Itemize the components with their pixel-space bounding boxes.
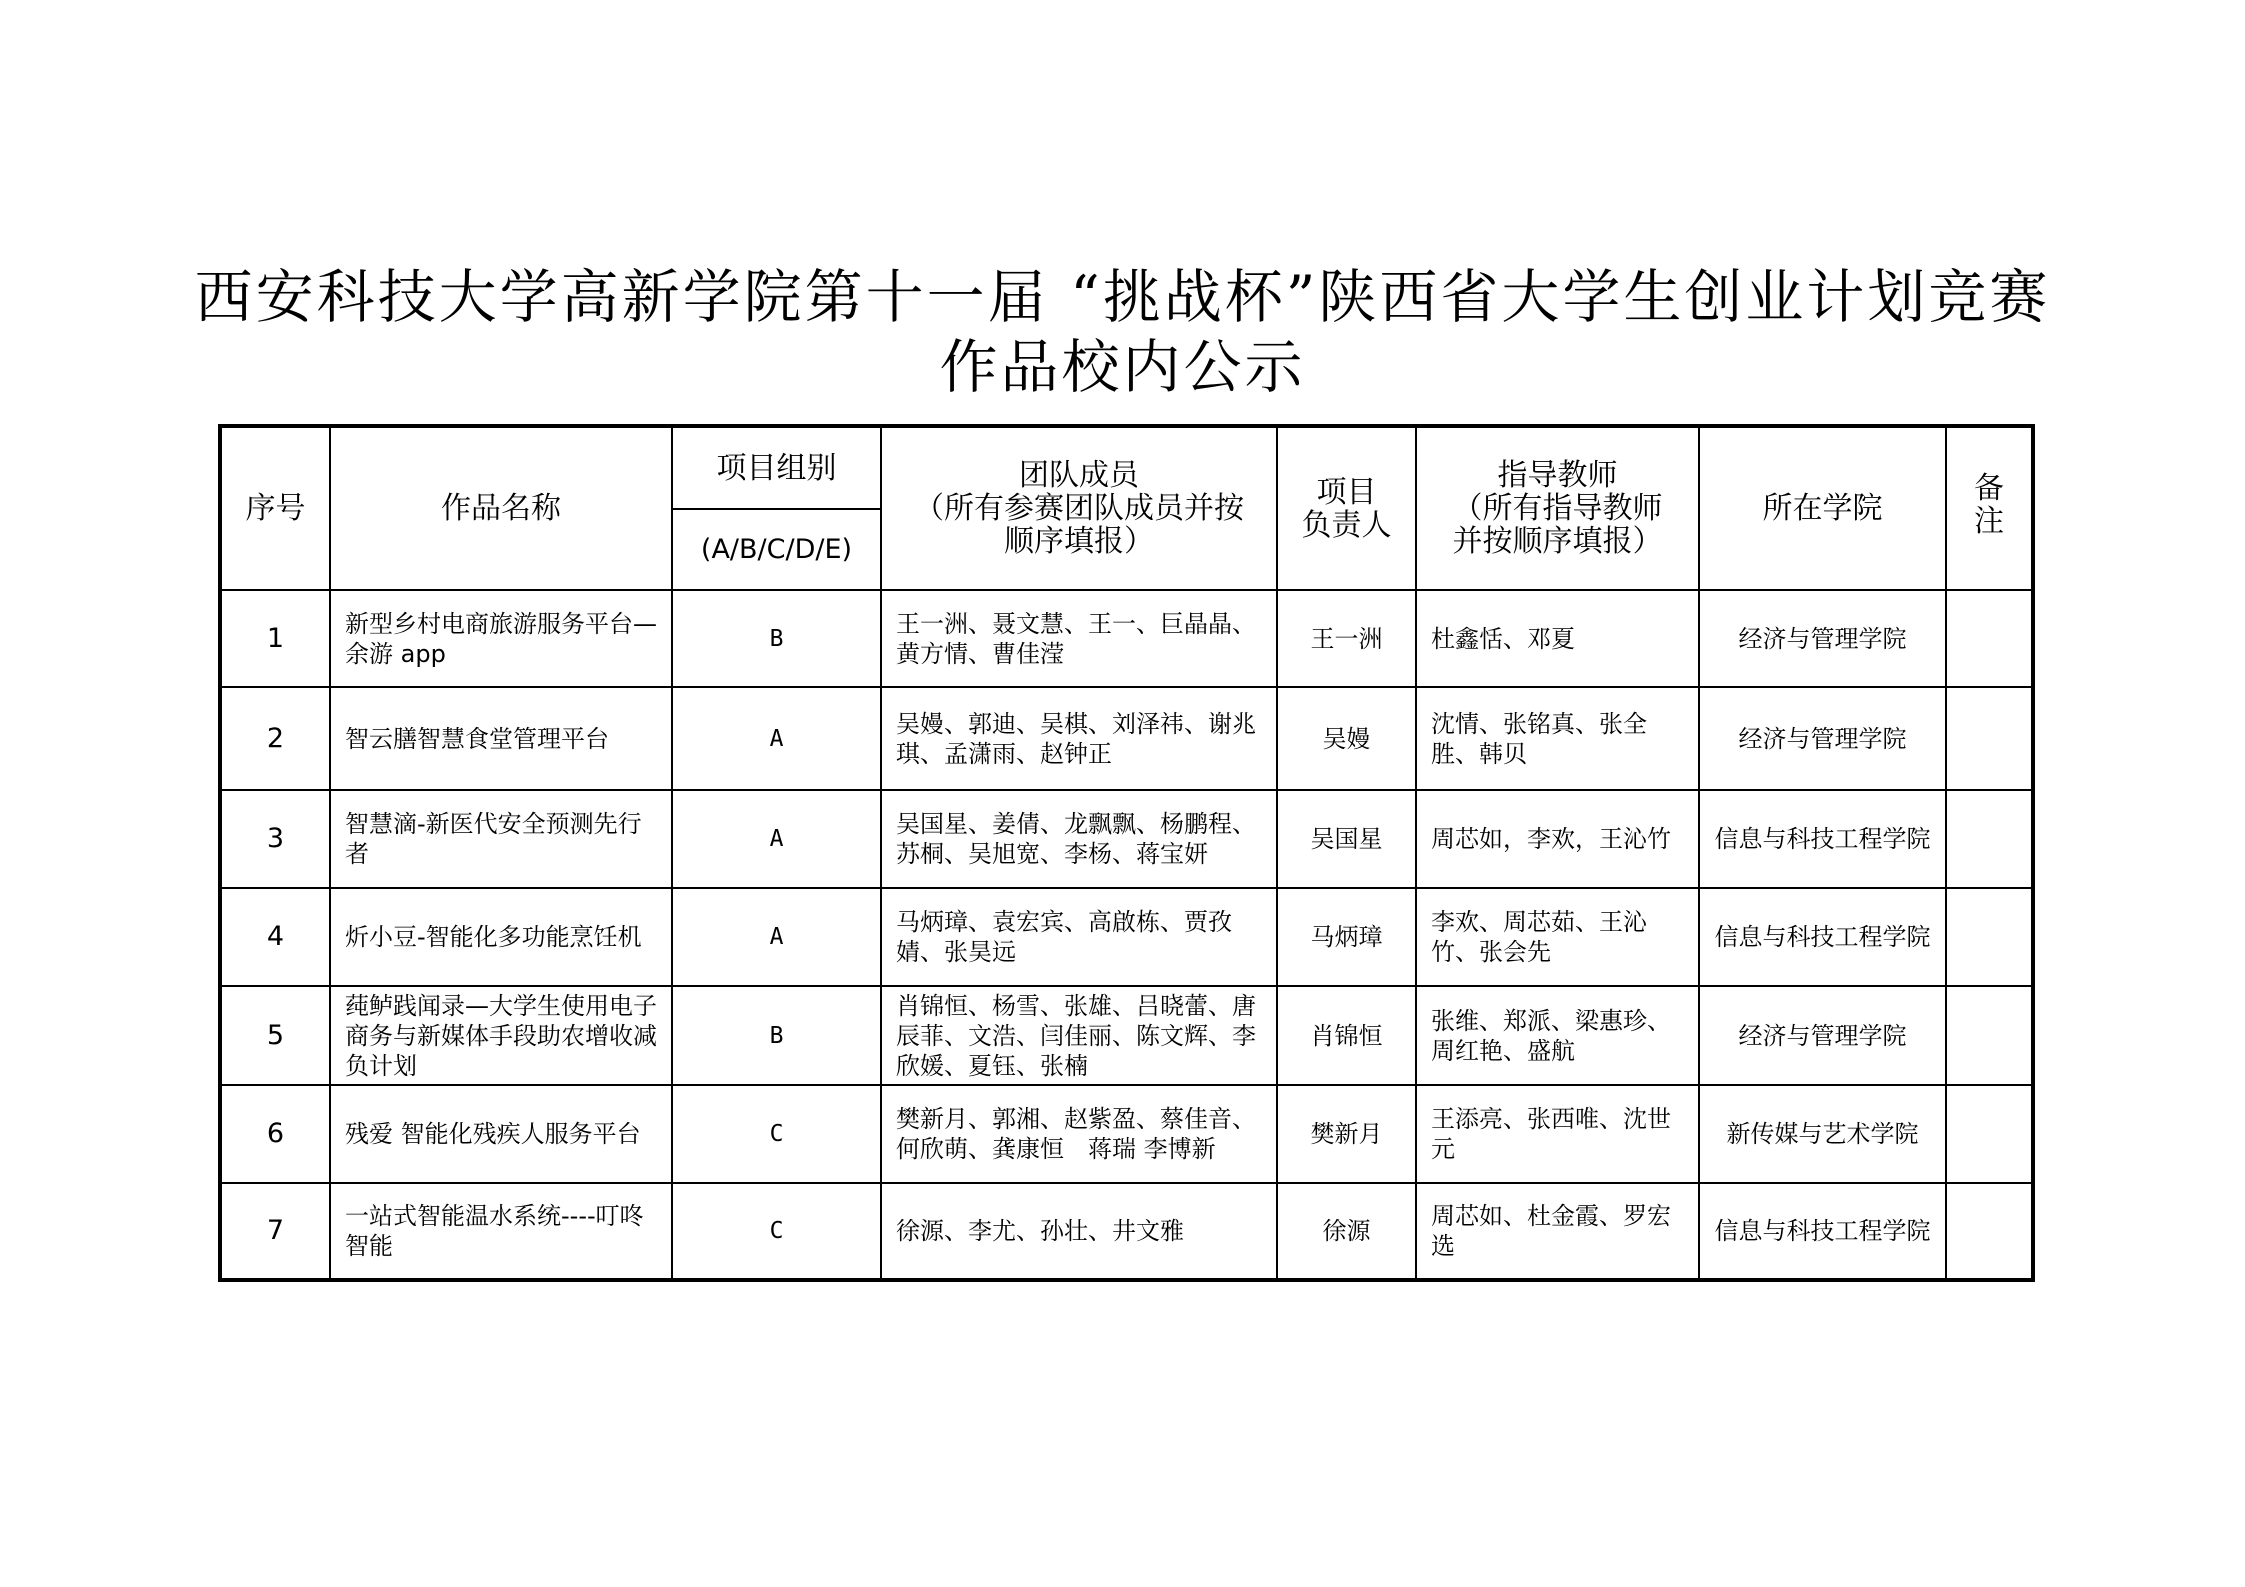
cell-remark xyxy=(1946,687,2033,790)
cell-name: 残爱 智能化残疾人服务平台 xyxy=(330,1085,672,1183)
cell-advisors: 王添亮、张西唯、沈世元 xyxy=(1416,1085,1699,1183)
cell-leader: 吴国星 xyxy=(1277,790,1416,888)
header-advisors-line1: 指导教师 xyxy=(1497,458,1618,493)
cell-leader: 肖锦恒 xyxy=(1277,986,1416,1085)
cell-leader: 马炳璋 xyxy=(1277,888,1416,986)
cell-college: 信息与科技工程学院 xyxy=(1699,1183,1946,1280)
header-members-line2: （所有参赛团队成员并按 xyxy=(914,491,1244,526)
cell-group: A xyxy=(672,687,881,790)
cell-remark xyxy=(1946,1183,2033,1280)
cell-seq: 6 xyxy=(220,1085,330,1183)
cell-remark xyxy=(1946,590,2033,687)
header-members xyxy=(881,426,1277,590)
cell-name: 炘小豆-智能化多功能烹饪机 xyxy=(330,888,672,986)
cell-college: 经济与管理学院 xyxy=(1699,986,1946,1085)
table-header xyxy=(220,426,2033,590)
cell-college: 经济与管理学院 xyxy=(1699,687,1946,790)
cell-leader: 王一洲 xyxy=(1277,590,1416,687)
cell-group: B xyxy=(672,590,881,687)
cell-seq: 3 xyxy=(220,790,330,888)
cell-advisors: 张维、郑派、梁惠珍、周红艳、盛航 xyxy=(1416,986,1699,1085)
header-leader xyxy=(1277,426,1416,590)
table-row xyxy=(220,888,2033,986)
cell-name: 一站式智能温水系统----叮咚智能 xyxy=(330,1183,672,1280)
table-row xyxy=(220,590,2033,687)
cell-name: 新型乡村电商旅游服务平台—余游 app xyxy=(330,590,672,687)
header-advisors-line3: 并按顺序填报） xyxy=(1452,524,1663,559)
cell-college: 新传媒与艺术学院 xyxy=(1699,1085,1946,1183)
header-group: 项目组别 xyxy=(672,426,881,509)
header-group-sub: (A/B/C/D/E) xyxy=(672,509,881,590)
cell-members: 王一洲、聂文慧、王一、巨晶晶、黄方情、曹佳滢 xyxy=(881,590,1277,687)
header-seq: 序号 xyxy=(220,426,330,590)
table-body xyxy=(220,590,2033,1280)
cell-advisors: 周芯如，李欢，王沁竹 xyxy=(1416,790,1699,888)
cell-group: C xyxy=(672,1085,881,1183)
header-members-line1: 团队成员 xyxy=(1019,458,1139,493)
table-row xyxy=(220,790,2033,888)
cell-leader: 吴嫚 xyxy=(1277,687,1416,790)
cell-advisors: 沈情、张铭真、张全胜、韩贝 xyxy=(1416,687,1699,790)
cell-seq: 4 xyxy=(220,888,330,986)
cell-remark xyxy=(1946,986,2033,1085)
header-remark xyxy=(1946,426,2033,590)
header-leader-line1: 项目 xyxy=(1316,474,1377,510)
header-college: 所在学院 xyxy=(1699,426,1946,590)
header-advisors xyxy=(1416,426,1699,590)
cell-group: B xyxy=(672,986,881,1085)
cell-advisors: 周芯如、杜金霞、罗宏选 xyxy=(1416,1183,1699,1280)
cell-leader: 徐源 xyxy=(1277,1183,1416,1280)
cell-leader: 樊新月 xyxy=(1277,1085,1416,1183)
table-row xyxy=(220,1183,2033,1280)
cell-group: A xyxy=(672,790,881,888)
header-name: 作品名称 xyxy=(330,426,672,590)
cell-seq: 5 xyxy=(220,986,330,1085)
table-row xyxy=(220,1085,2033,1183)
cell-members: 徐源、李尤、孙壮、井文雅 xyxy=(881,1183,1277,1280)
header-members-line3: 顺序填报） xyxy=(1004,524,1154,559)
cell-remark xyxy=(1946,790,2033,888)
cell-group: C xyxy=(672,1183,881,1280)
cell-seq: 1 xyxy=(220,590,330,687)
cell-seq: 2 xyxy=(220,687,330,790)
cell-members: 马炳璋、袁宏宾、高啟栋、贾孜婧、张昊远 xyxy=(881,888,1277,986)
cell-name: 智云膳智慧食堂管理平台 xyxy=(330,687,672,790)
cell-members: 樊新月、郭湘、赵紫盈、蔡佳音、何欣萌、龚康恒 蒋瑞 李博新 xyxy=(881,1085,1277,1183)
cell-advisors: 李欢、周芯茹、王沁竹、张会先 xyxy=(1416,888,1699,986)
document-title-line2: 作品校内公示 xyxy=(939,333,1306,401)
cell-group: A xyxy=(672,888,881,986)
document-title-line1: 西安科技大学高新学院第十一届 “挑战杯”陕西省大学生创业计划竞赛 xyxy=(194,263,2051,331)
cell-college: 经济与管理学院 xyxy=(1699,590,1946,687)
cell-college: 信息与科技工程学院 xyxy=(1699,888,1946,986)
header-advisors-line2: （所有指导教师 xyxy=(1452,491,1663,526)
table-row xyxy=(220,687,2033,790)
cell-advisors: 杜鑫恬、邓夏 xyxy=(1416,590,1699,687)
header-remark-char1: 备 xyxy=(1974,471,2004,506)
header-leader-line2: 负责人 xyxy=(1301,507,1392,543)
cell-members: 吴嫚、郭迪、吴棋、刘泽祎、谢兆琪、孟潇雨、赵钟正 xyxy=(881,687,1277,790)
cell-name: 莼鲈践闻录—大学生使用电子商务与新媒体手段助农增收减负计划 xyxy=(330,986,672,1085)
table-row xyxy=(220,986,2033,1085)
entries-table xyxy=(218,424,2035,1282)
header-remark-char2: 注 xyxy=(1974,504,2004,539)
cell-members: 吴国星、姜倩、龙飘飘、杨鹏程、苏桐、吴旭宽、李杨、蒋宝妍 xyxy=(881,790,1277,888)
cell-name: 智慧滴-新医代安全预测先行者 xyxy=(330,790,672,888)
cell-members: 肖锦恒、杨雪、张雄、吕晓蕾、唐辰菲、文浩、闫佳丽、陈文辉、李欣媛、夏钰、张楠 xyxy=(881,986,1277,1085)
cell-seq: 7 xyxy=(220,1183,330,1280)
cell-remark xyxy=(1946,888,2033,986)
cell-remark xyxy=(1946,1085,2033,1183)
cell-college: 信息与科技工程学院 xyxy=(1699,790,1946,888)
